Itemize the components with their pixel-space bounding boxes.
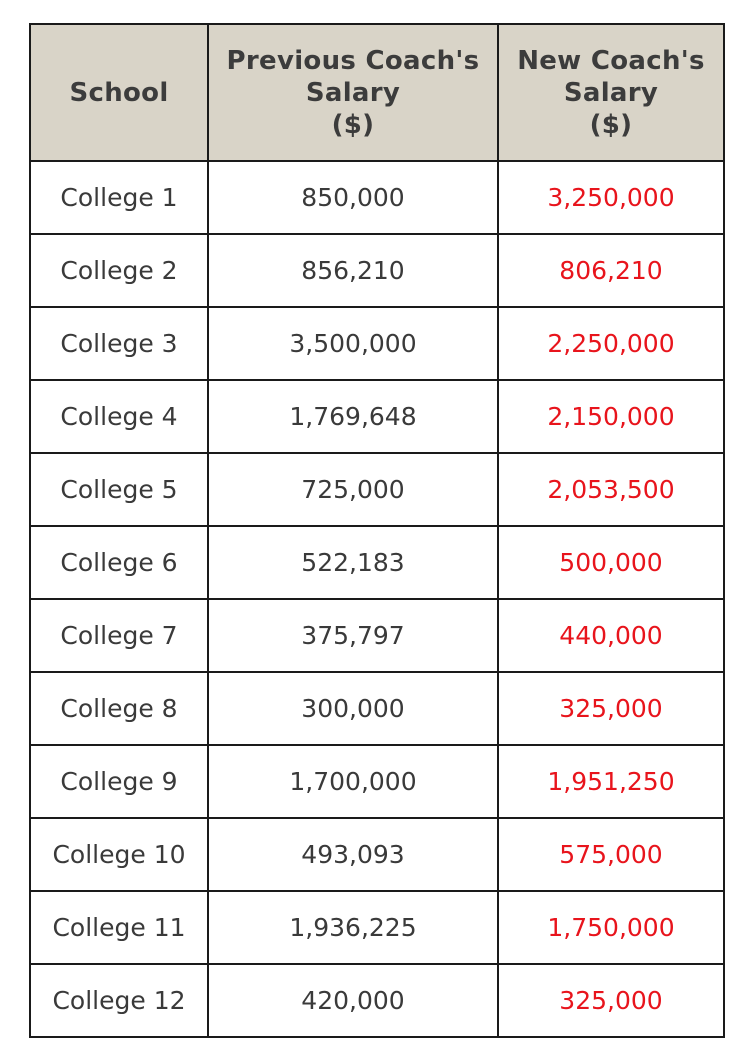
school-cell: College 9	[30, 745, 208, 818]
new-salary-cell: 325,000	[498, 964, 724, 1037]
school-cell: College 3	[30, 307, 208, 380]
table-row	[30, 599, 724, 672]
header-school-line: School	[69, 77, 169, 108]
new-salary-cell: 1,750,000	[498, 891, 724, 964]
new-salary-cell: 2,053,500	[498, 453, 724, 526]
header-new-line-3: ($)	[589, 109, 633, 140]
table-row	[30, 818, 724, 891]
header-new-salary	[498, 24, 724, 161]
school-cell: College 7	[30, 599, 208, 672]
new-salary-cell: 440,000	[498, 599, 724, 672]
previous-salary-cell: 1,769,648	[208, 380, 498, 453]
header-new-line-2: Salary	[563, 77, 659, 108]
school-cell: College 2	[30, 234, 208, 307]
new-salary-cell: 325,000	[498, 672, 724, 745]
previous-salary-cell: 375,797	[208, 599, 498, 672]
table-row	[30, 745, 724, 818]
previous-salary-cell: 420,000	[208, 964, 498, 1037]
previous-salary-cell: 522,183	[208, 526, 498, 599]
previous-salary-cell: 1,936,225	[208, 891, 498, 964]
salary-table	[29, 23, 725, 1038]
header-previous-line-1: Previous Coach's	[226, 45, 480, 76]
new-salary-cell: 3,250,000	[498, 161, 724, 234]
table-row	[30, 234, 724, 307]
table-row	[30, 526, 724, 599]
new-salary-cell: 1,951,250	[498, 745, 724, 818]
table-row	[30, 964, 724, 1037]
header-row	[30, 24, 724, 161]
new-salary-cell: 806,210	[498, 234, 724, 307]
previous-salary-cell: 3,500,000	[208, 307, 498, 380]
table-row	[30, 672, 724, 745]
previous-salary-cell: 1,700,000	[208, 745, 498, 818]
table-row	[30, 161, 724, 234]
table-row	[30, 891, 724, 964]
previous-salary-cell: 850,000	[208, 161, 498, 234]
school-cell: College 6	[30, 526, 208, 599]
new-salary-cell: 500,000	[498, 526, 724, 599]
previous-salary-cell: 725,000	[208, 453, 498, 526]
header-previous-salary	[208, 24, 498, 161]
table-header	[30, 24, 724, 161]
table-body	[30, 161, 724, 1037]
header-school	[30, 24, 208, 161]
previous-salary-cell: 856,210	[208, 234, 498, 307]
table-row	[30, 307, 724, 380]
previous-salary-cell: 493,093	[208, 818, 498, 891]
school-cell: College 1	[30, 161, 208, 234]
school-cell: College 10	[30, 818, 208, 891]
new-salary-cell: 575,000	[498, 818, 724, 891]
table-row	[30, 453, 724, 526]
school-cell: College 4	[30, 380, 208, 453]
header-new-line-1: New Coach's	[517, 45, 705, 76]
school-cell: College 5	[30, 453, 208, 526]
table-row	[30, 380, 724, 453]
previous-salary-cell: 300,000	[208, 672, 498, 745]
new-salary-cell: 2,150,000	[498, 380, 724, 453]
header-previous-line-2: Salary	[305, 77, 401, 108]
school-cell: College 11	[30, 891, 208, 964]
school-cell: College 12	[30, 964, 208, 1037]
new-salary-cell: 2,250,000	[498, 307, 724, 380]
header-previous-line-3: ($)	[331, 109, 375, 140]
school-cell: College 8	[30, 672, 208, 745]
